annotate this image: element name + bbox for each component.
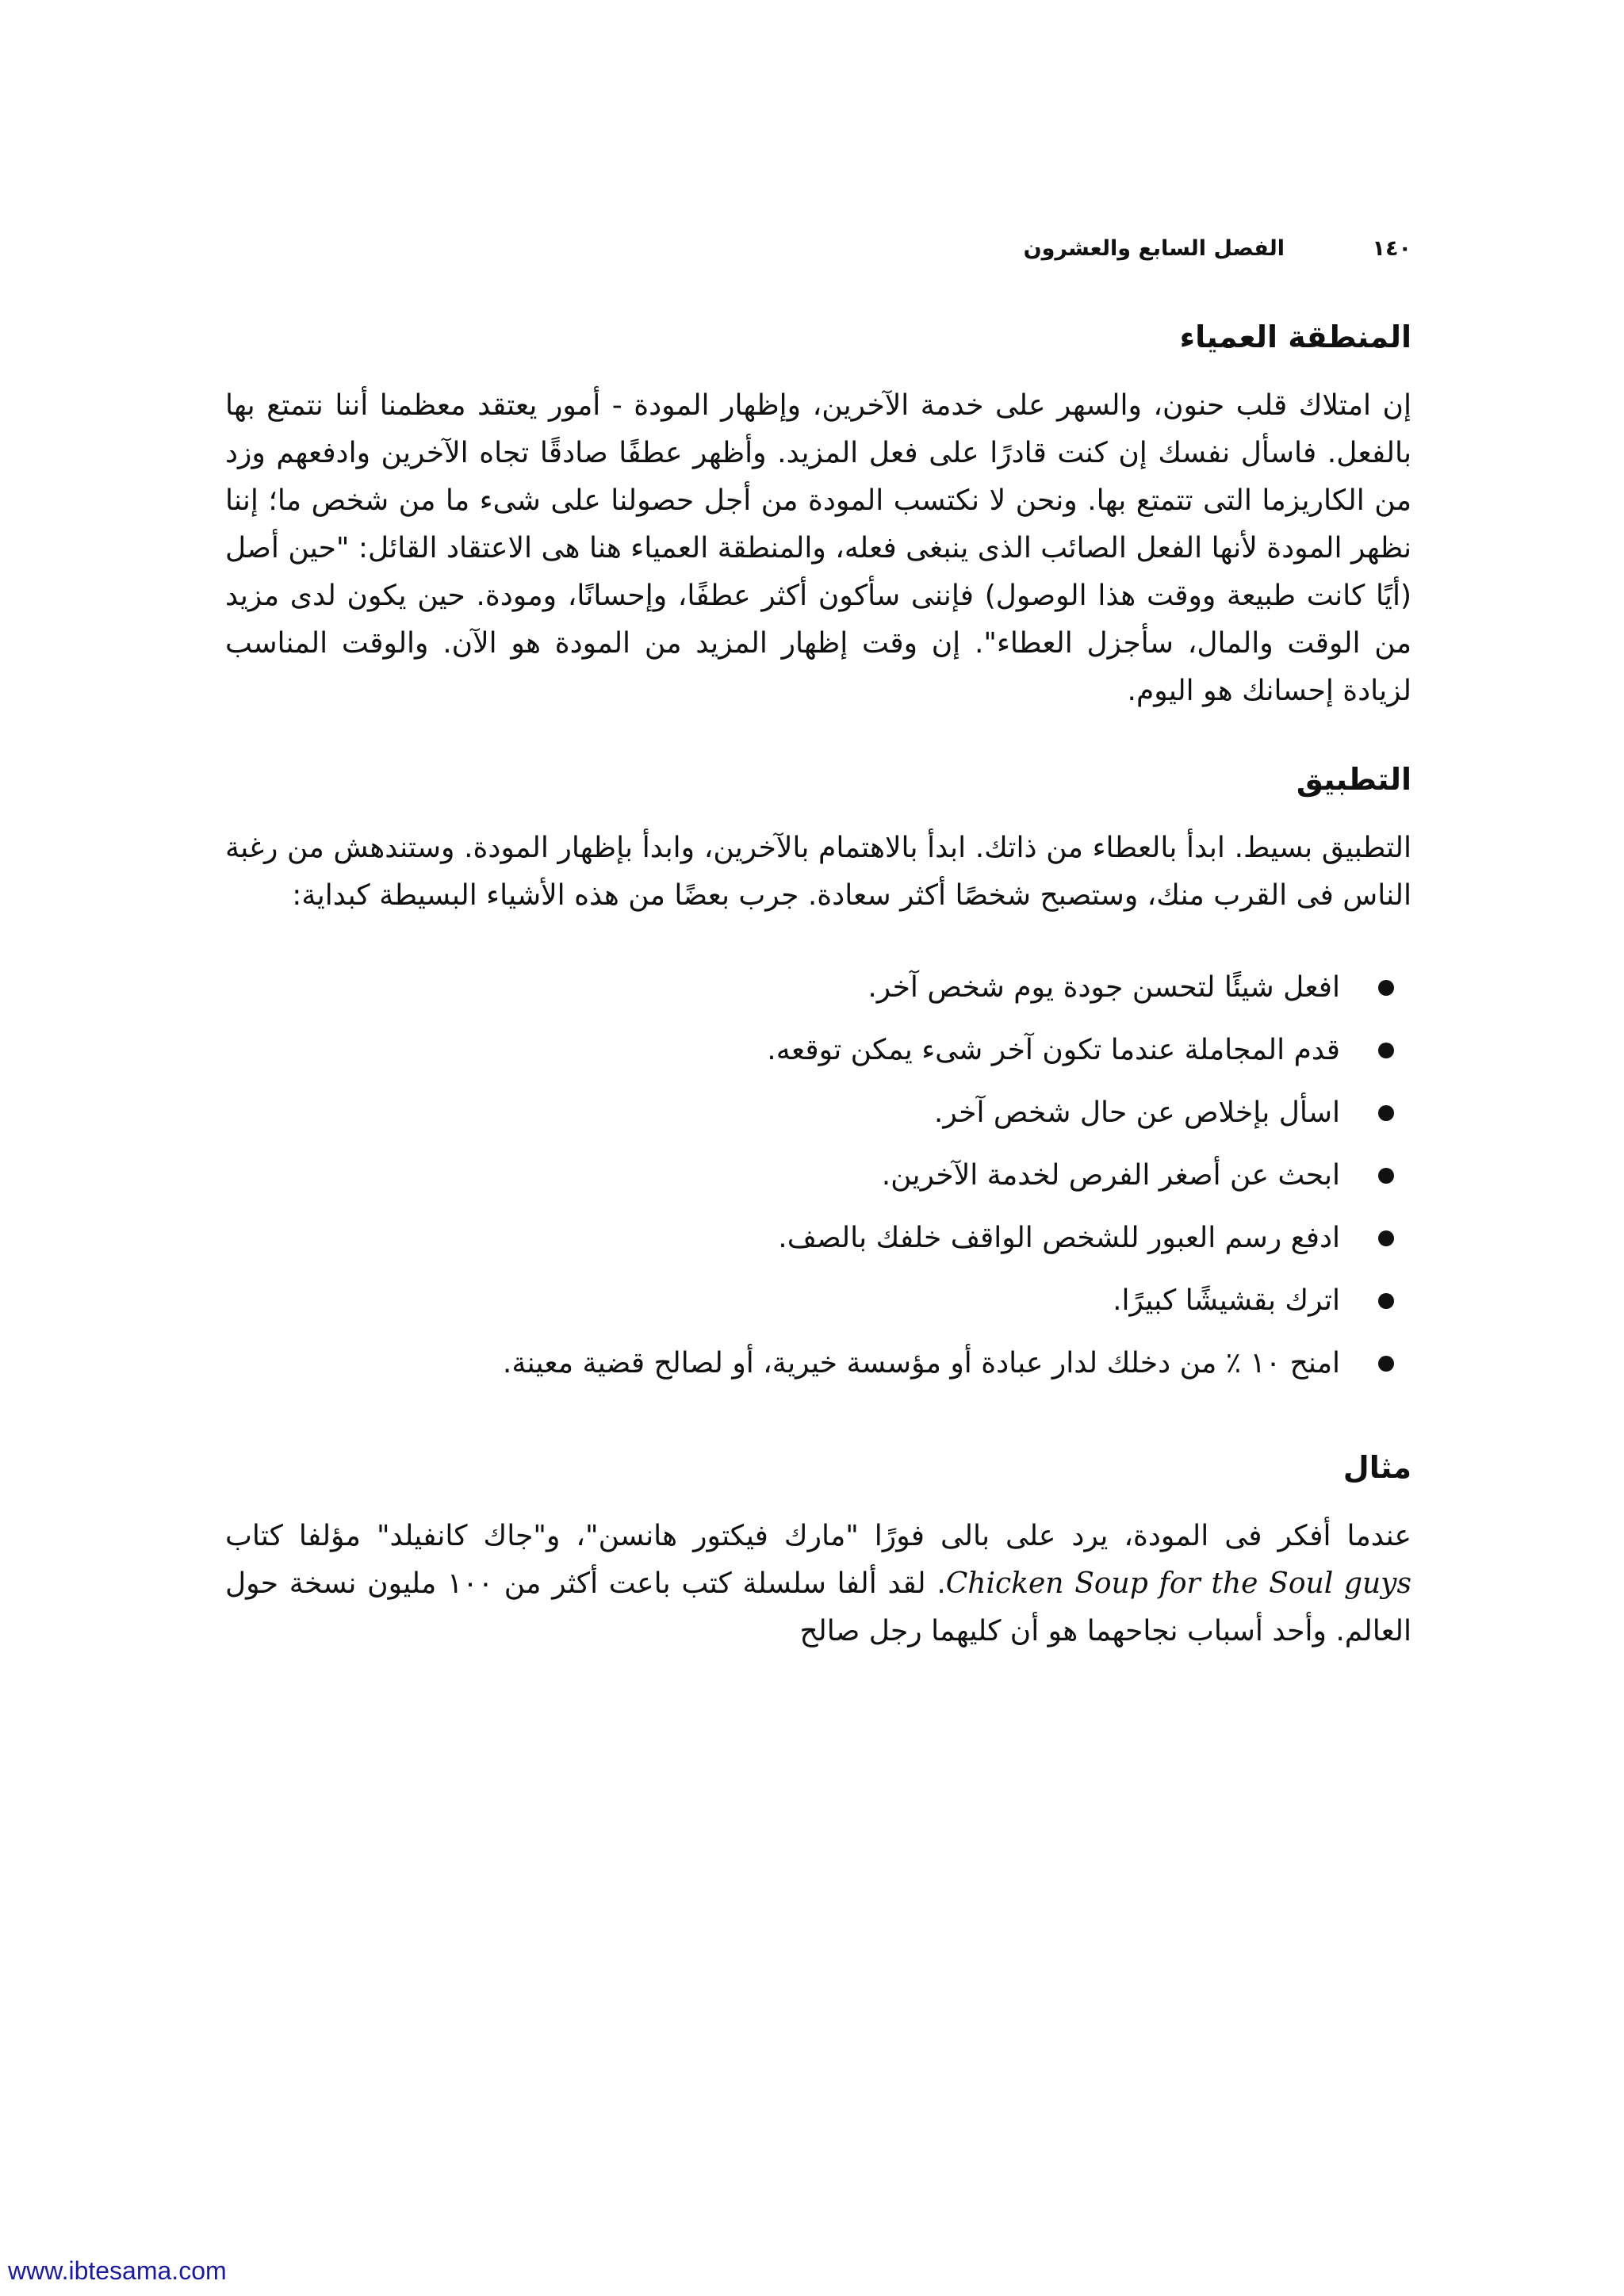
book-title: Chicken Soup for the Soul guys (945, 1567, 1411, 1600)
paragraph-blind-spot: إن امتلاك قلب حنون، والسهر على خدمة الآخرين، وإظهار المودة - أمور يعتقد معظمنا أننا نتمتع بها بالفعل. فاسأل نفسك إن كنت قادرًا على فعل المزيد. وأظهر عطفًا صادقًا تجاه الآخرين وادفعهم وزد من الكاريزما التى تتمتع بها. ونحن لا نكتسب المودة من أجل حصولنا على شىء ما من شخص ما؛ إننا نظهر المودة لأنها الفعل الصائب الذى ينبغى فعله، والمنطقة العمياء هنا هى الاعتقاد القائل: "حين أصل (أيًا كانت طبيعة ووقت هذا الوصول) فإننى سأكون أكثر عطفًا، وإحسانًا، ومودة. حين يكون لدى مزيد من الوقت والمال، سأجزل العطاء". إن وقت إظهار المزيد من المودة هو الآن. والوقت المناسب لزيادة إحسانك هو اليوم. (225, 389, 1411, 707)
list-item (225, 1089, 1340, 1137)
list-item (225, 1152, 1340, 1200)
list-item (225, 1027, 1340, 1074)
example-text-after: . لقد ألفا سلسلة كتب باعت أكثر من ١٠٠ مليون نسخة حول العالم. وأحد أسباب نجاحهما هو أن كليهما رجل صالح (225, 1567, 1411, 1647)
section-heading-blind-spot: المنطقة العمياء (1179, 320, 1411, 354)
list-item (225, 964, 1340, 1012)
list-item-text: اترك بقشيشًا كبيرًا. (1113, 1284, 1340, 1317)
bullet-icon (1378, 1356, 1394, 1372)
section-heading-example: مثال (1342, 1450, 1411, 1485)
chapter-title: الفصل السابع والعشرون (1023, 236, 1285, 261)
footer-url: www.ibtesama.com (8, 2256, 227, 2285)
section-heading-application: التطبيق (1296, 762, 1411, 797)
page-number: ١٤٠ (1372, 236, 1411, 261)
bullet-icon (1378, 1168, 1394, 1184)
list-item (225, 1340, 1340, 1387)
list-item-text: اسأل بإخلاص عن حال شخص آخر. (933, 1096, 1340, 1129)
bullet-icon (1378, 1230, 1394, 1246)
page-header (983, 236, 1411, 276)
list-item-text: ادفع رسم العبور للشخص الواقف خلفك بالصف. (778, 1222, 1340, 1254)
page-content (225, 317, 1411, 1700)
list-item-text: قدم المجاملة عندما تكون آخر شىء يمكن توقعه. (767, 1034, 1340, 1066)
bullet-icon (1378, 980, 1394, 996)
example-text-before: عندما أفكر فى المودة، يرد على بالى فورًا "مارك فيكتور هانسن"، و"جاك كانفيلد" مؤلفا كتاب (225, 1520, 1411, 1552)
bullet-list (225, 964, 1411, 1387)
paragraph-example (225, 1513, 1411, 1655)
bullet-icon (1378, 1105, 1394, 1121)
paragraph-application: التطبيق بسيط. ابدأ بالعطاء من ذاتك. ابدأ بالاهتمام بالآخرين، وابدأ بإظهار المودة. وستندهش من رغبة الناس فى القرب منك، وستصبح شخصًا أكثر سعادة. جرب بعضًا من هذه الأشياء البسيطة كبداية: (225, 832, 1411, 912)
list-item-text: ابحث عن أصغر الفرص لخدمة الآخرين. (881, 1159, 1340, 1192)
list-item (225, 1277, 1340, 1325)
list-item (225, 1215, 1340, 1262)
bullet-icon (1378, 1293, 1394, 1309)
bullet-icon (1378, 1043, 1394, 1058)
list-item-text: افعل شيئًا لتحسن جودة يوم شخص آخر. (868, 971, 1340, 1004)
list-item-text: امنح ١٠ ٪ من دخلك لدار عبادة أو مؤسسة خيرية، أو لصالح قضية معينة. (502, 1347, 1340, 1380)
